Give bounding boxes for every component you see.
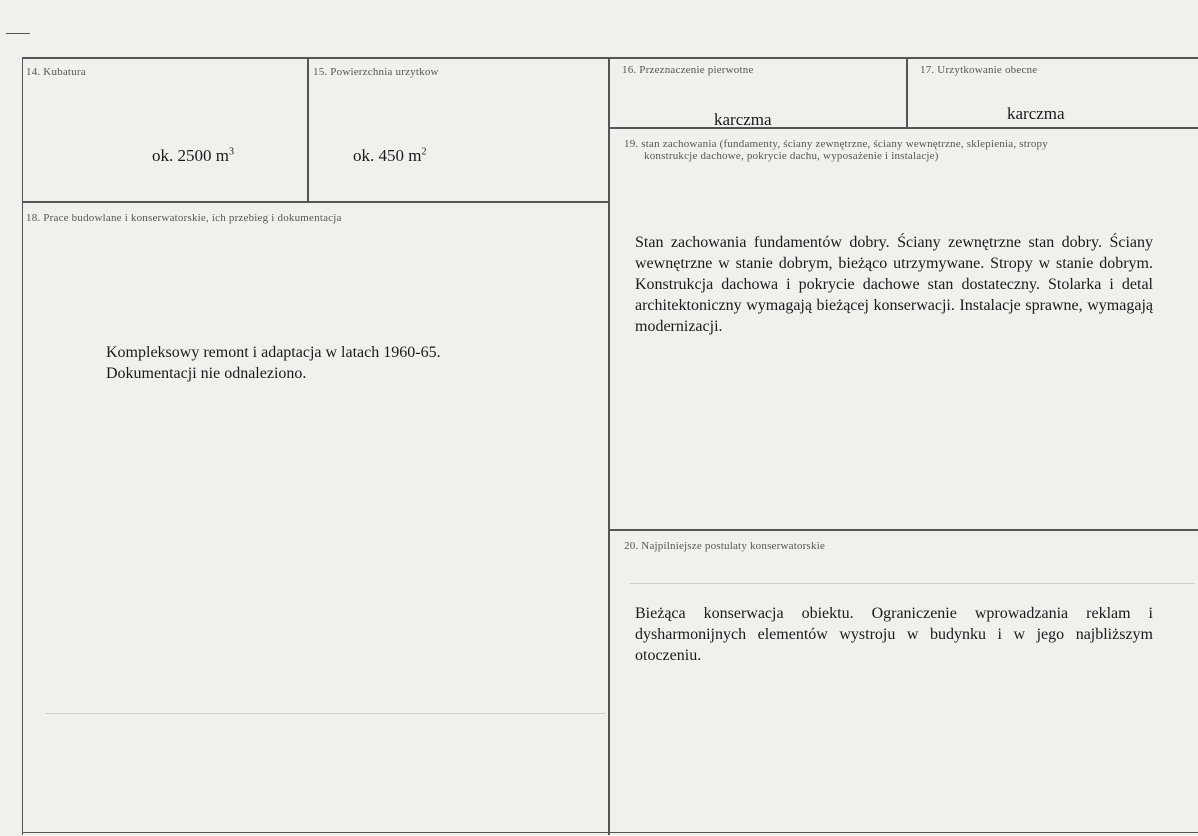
guide-line xyxy=(45,713,605,714)
corner-mark xyxy=(6,33,30,34)
rule-above-20 xyxy=(610,529,1198,531)
stan-text: Stan zachowania fundamentów dobry. Ściany zewnętrzne stan dobry. Ściany wewnętrzne w stanie dobrym, bieżąco utrzymywane. Stropy w stanie dobrym. Konstrukcja dachowa i pokrycie dachowe stan dostateczny. Stolarka i detal architektoniczny wymagają bieżącej konserwacji. Instalacje sprawne, wymagają modernizacji. xyxy=(635,234,1153,335)
prace-label: 18. Prace budowlane i konserwatorskie, ich przebieg i dokumentacja xyxy=(26,212,342,224)
powierzchnia-label: 15. Powierzchnia urzytkow xyxy=(313,66,439,78)
stan-label-line: konstrukcje dachowe, pokrycie dachu, wyposażenie i instalacje) xyxy=(644,150,939,162)
rule-below-14-15 xyxy=(22,201,608,203)
postulaty-label: 20. Najpilniejsze postulaty konserwatorskie xyxy=(624,540,826,552)
bottom-rule xyxy=(22,832,1198,833)
divider-16-17 xyxy=(906,57,908,128)
stan-label xyxy=(624,138,1194,162)
kubatura-value: ok. 2500 $m^3$ xyxy=(152,146,234,165)
center-divider xyxy=(608,57,610,835)
powierzchnia-value: ok. 450 $m^2$ xyxy=(353,146,427,165)
uzytkowanie-value: karczma xyxy=(1007,104,1065,123)
rule-below-16-17 xyxy=(610,127,1198,129)
top-rule xyxy=(22,57,1198,59)
prace-text xyxy=(106,342,586,384)
przeznaczenie-value: karczma xyxy=(714,110,772,129)
guide-line xyxy=(630,583,1195,584)
left-edge xyxy=(22,57,23,835)
prace-line: Kompleksowy remont i adaptacja w latach 1960-65. xyxy=(106,344,441,361)
prace-line: Dokumentacji nie odnaleziono. xyxy=(106,365,307,382)
kubatura-label: 14. Kubatura xyxy=(26,66,86,78)
przeznaczenie-label: 16. Przeznaczenie pierwotne xyxy=(622,64,754,76)
postulaty-text: Bieżąca konserwacja obiektu. Ograniczenie wprowadzania reklam i dysharmonijnych elementów wystroju w budynku i w jego najbliższym otoczeniu. xyxy=(635,605,1153,664)
stan-label-line: 19. stan zachowania (fundamenty, ściany zewnętrzne, ściany wewnętrzne, sklepienia, stropy xyxy=(624,138,1048,150)
divider-14-15 xyxy=(307,57,309,202)
uzytkowanie-label: 17. Urzytkowanie obecne xyxy=(920,64,1038,76)
